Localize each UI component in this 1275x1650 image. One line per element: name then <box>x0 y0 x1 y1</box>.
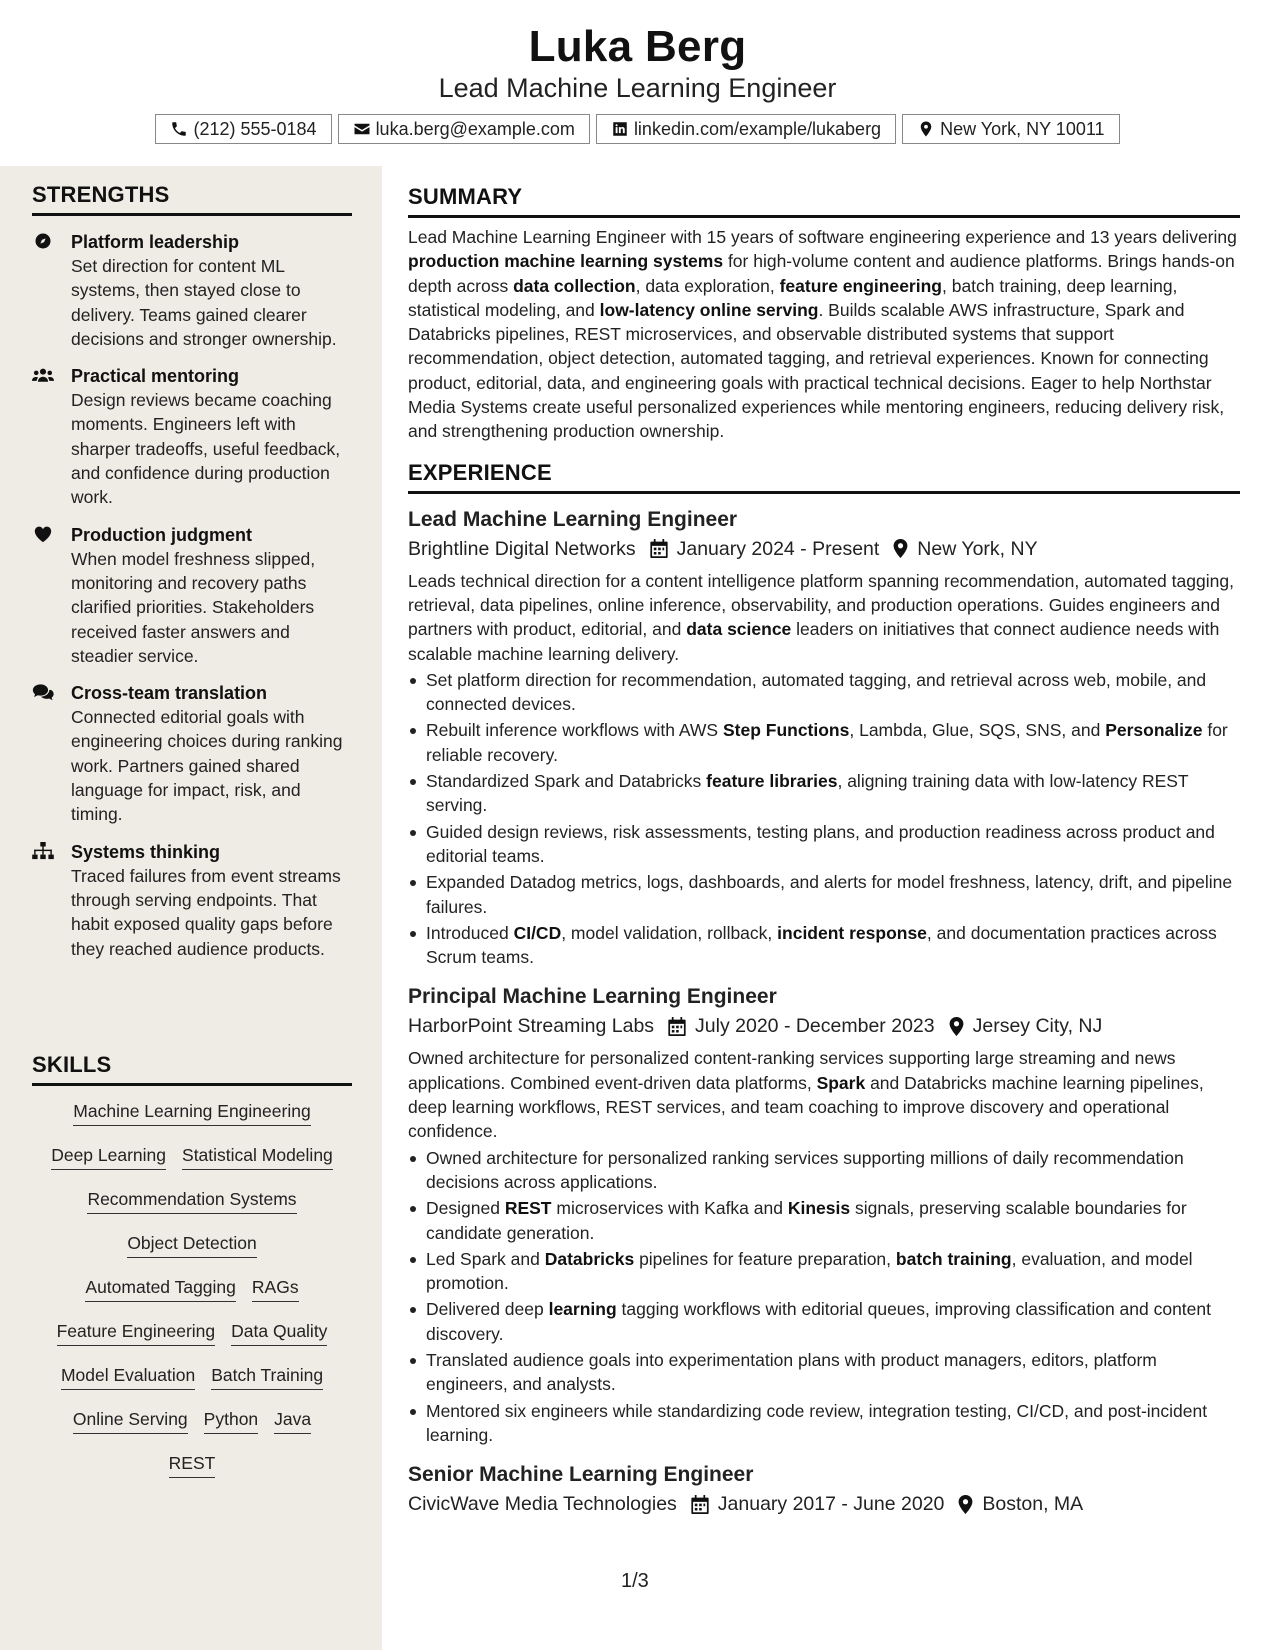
skill-row <box>32 1276 352 1302</box>
strength-item <box>32 523 352 668</box>
strength-title: Production judgment <box>71 524 252 545</box>
contact-location <box>902 114 1119 144</box>
job-meta <box>408 534 1240 564</box>
summary-heading: SUMMARY <box>408 184 1240 218</box>
text-run: Translated audience goals into experimentation plans with product managers, editors, platform engineers, and analysts. <box>426 1349 1157 1395</box>
text-run: Designed <box>426 1198 505 1219</box>
bold-text: Personalize <box>1105 720 1203 741</box>
skill-tag: Python <box>204 1408 258 1434</box>
strength-title: Cross-team translation <box>71 683 268 704</box>
compass-icon <box>32 232 54 250</box>
linkedin-icon <box>611 120 629 138</box>
text-run: Set platform direction for recommendation, automated tagging, and retrieval across web, mobile, and connected devices. <box>426 669 1207 715</box>
text-run: Standardized Spark and Databricks <box>426 771 707 792</box>
map-pin-icon <box>917 120 935 138</box>
strength-body: Traced failures from event streams through serving endpoints. That habit exposed quality gaps before they reached audience products. <box>71 865 341 959</box>
bullet-item <box>408 820 1240 869</box>
map-pin-icon <box>958 1495 973 1514</box>
job-title: Senior Machine Learning Engineer <box>408 1463 754 1487</box>
strength-title: Platform leadership <box>71 232 240 252</box>
contact-linkedin[interactable] <box>596 114 896 144</box>
skill-row <box>32 1320 352 1346</box>
bullet-item <box>408 1348 1240 1397</box>
experience-section <box>408 460 1240 1520</box>
text-run: . Builds scalable AWS infrastructure, Spark and Databricks pipelines, REST microservices, and observable distributed systems that support recommendation, object detection, automated tagging, and retrieval experiences. Known for connecting product, editorial, data, and engineering goals with practical technical decisions. Eager to help Northstar Media Systems create useful personalized experiences while mentoring engineers, reducing delivery risk, and strengthening production ownership. <box>408 299 1225 442</box>
job-title: Lead Machine Learning Engineer <box>408 507 738 531</box>
job-description <box>408 569 1240 666</box>
bullet-item <box>408 921 1240 970</box>
bold-text: feature libraries <box>706 771 838 792</box>
skill-tag: REST <box>169 1452 216 1478</box>
text-run: Expanded Datadog metrics, logs, dashboards, and alerts for model freshness, latency, drift, and pipeline failures. <box>426 872 1233 917</box>
page-number: 1/3 <box>621 1570 649 1592</box>
bullet-item <box>408 668 1240 717</box>
bold-text: incident response <box>777 922 927 943</box>
job-description <box>408 1046 1240 1143</box>
skill-tag: Online Serving <box>73 1408 188 1434</box>
text-run: , and documentation practices across Scrum teams. <box>426 922 1217 968</box>
skill-row <box>32 1232 352 1258</box>
text-run: Rebuilt inference workflows with AWS <box>426 720 723 741</box>
bold-text: production machine learning systems <box>408 251 724 272</box>
bold-text: feature engineering <box>779 275 942 296</box>
summary-section <box>408 184 1240 444</box>
sidebar <box>0 166 382 1650</box>
strength-item <box>32 840 352 961</box>
bold-text: data science <box>686 619 792 640</box>
job-list <box>408 506 1240 1520</box>
contact-email-text: luka.berg@example.com <box>375 118 575 139</box>
skill-row <box>32 1452 352 1478</box>
text-run: pipelines for feature preparation, <box>634 1248 896 1269</box>
job-dates: July 2020 - December 2023 <box>695 1015 935 1038</box>
skill-tag: Deep Learning <box>51 1144 166 1170</box>
skills-heading: SKILLS <box>32 1052 352 1086</box>
skill-tag: RAGs <box>252 1276 299 1302</box>
bullet-item <box>408 1196 1240 1245</box>
strength-body: When model freshness slipped, monitoring and recovery paths clarified priorities. Stakeholders received faster answers and steadier service. <box>71 548 316 666</box>
contact-phone[interactable] <box>155 114 331 144</box>
job-dates: January 2017 - June 2020 <box>717 1493 945 1516</box>
calendar-icon <box>668 1017 686 1036</box>
users-icon <box>32 366 54 384</box>
bold-text: batch training <box>895 1248 1012 1269</box>
bold-text: learning <box>548 1299 617 1320</box>
text-run: , model validation, rollback, <box>561 922 778 943</box>
job-dates: January 2024 - Present <box>676 537 880 560</box>
skill-tag: Data Quality <box>231 1320 327 1346</box>
job-entry <box>408 1461 1240 1519</box>
skill-row <box>32 1100 352 1126</box>
text-run: , batch training, deep learning, statistical modeling, and <box>408 275 1178 320</box>
text-run: Leads technical direction for a content intelligence platform spanning recommendation, automated tagging, retrieval, data pipelines, online inference, observability, and production operations. Guides engineers and partners with product, editorial, and <box>408 570 1234 640</box>
strengths-section <box>32 182 352 961</box>
job-entry <box>408 983 1240 1447</box>
text-run: and Databricks machine learning pipelines, deep learning workflows, REST services, and team coaching to improve discovery and operational confidence. <box>408 1072 1204 1142</box>
skill-tag: Automated Tagging <box>85 1276 236 1302</box>
skill-tag: Java <box>274 1408 311 1434</box>
bullet-item <box>408 1247 1240 1296</box>
candidate-title: Lead Machine Learning Engineer <box>438 73 837 103</box>
text-run: Mentored six engineers while standardizing code review, integration testing, CI/CD, and post-incident learning. <box>426 1400 1208 1445</box>
job-location: Boston, MA <box>982 1493 1084 1516</box>
bullet-item <box>408 718 1240 767</box>
text-run: Led Spark and <box>426 1248 545 1269</box>
skill-row <box>32 1188 352 1214</box>
skill-row <box>32 1144 352 1170</box>
bold-text: Kinesis <box>787 1198 851 1219</box>
skills-section <box>32 1052 352 1496</box>
job-company: Brightline Digital Networks <box>408 537 636 560</box>
bold-text: Step Functions <box>722 720 850 741</box>
bold-text: Databricks <box>544 1248 635 1269</box>
skill-tag: Feature Engineering <box>57 1320 216 1346</box>
strength-item <box>32 230 352 351</box>
bold-text: low-latency online serving <box>599 299 819 320</box>
text-run: for high-volume content and audience platforms. Brings hands-on depth across <box>408 251 1235 296</box>
candidate-name: Luka Berg <box>528 22 747 71</box>
bold-text: CI/CD <box>513 922 562 943</box>
strength-title: Systems thinking <box>71 841 221 862</box>
text-run: Introduced <box>426 922 514 943</box>
experience-heading: EXPERIENCE <box>408 460 1240 494</box>
map-pin-icon <box>893 539 908 558</box>
strength-body: Connected editorial goals with engineering choices during ranking work. Partners gained shared language for impact, risk, and timing. <box>71 707 343 825</box>
map-pin-icon <box>949 1017 964 1036</box>
text-run: Guided design reviews, risk assessments, testing plans, and production readiness across product and editorial teams. <box>426 821 1215 866</box>
text-run: signals, preserving scalable boundaries for candidate generation. <box>426 1198 1187 1243</box>
sitemap-icon <box>32 842 54 860</box>
text-run: Owned architecture for personalized ranking services supporting millions of daily recommendation decisions across applications. <box>426 1147 1184 1192</box>
bullet-item <box>408 1399 1240 1448</box>
bullet-item <box>408 1297 1240 1346</box>
contact-linkedin-text: linkedin.com/example/lukaberg <box>633 118 882 139</box>
heart-icon <box>32 525 54 543</box>
job-entry <box>408 506 1240 970</box>
text-run: tagging workflows with editorial queues, improving classification and content discovery. <box>426 1299 1211 1344</box>
job-title: Principal Machine Learning Engineer <box>408 985 777 1009</box>
job-location: Jersey City, NJ <box>972 1015 1103 1038</box>
text-run: for reliable recovery. <box>426 720 1228 765</box>
text-run: , Lambda, Glue, SQS, SNS, and <box>849 720 1106 741</box>
strength-item <box>32 364 352 509</box>
text-run: Owned architecture for personalized content-ranking services supporting large streaming and news applications. Combined event-driven data platforms, <box>408 1048 1176 1093</box>
skill-tag: Statistical Modeling <box>182 1144 333 1170</box>
text-run: , data exploration, <box>635 275 780 296</box>
skills-list <box>32 1100 352 1478</box>
job-company: HarborPoint Streaming Labs <box>408 1015 655 1038</box>
text-run: Lead Machine Learning Engineer with 15 years of software engineering experience and 13 years delivering <box>408 227 1237 247</box>
summary-text <box>408 225 1240 444</box>
strength-item <box>32 681 352 826</box>
envelope-icon <box>353 120 371 138</box>
skill-row <box>32 1408 352 1434</box>
skill-tag: Machine Learning Engineering <box>73 1100 310 1126</box>
text-run: Delivered deep <box>426 1299 549 1320</box>
job-meta <box>408 1489 1240 1519</box>
calendar-icon <box>650 539 668 558</box>
strength-body: Set direction for content ML systems, then stayed close to delivery. Teams gained clearer decisions and stronger ownership. <box>71 256 337 349</box>
job-bullets <box>408 1146 1240 1448</box>
bullet-item <box>408 1146 1240 1195</box>
bold-text: Spark <box>816 1072 866 1093</box>
contact-phone-text: (212) 555-0184 <box>193 118 317 139</box>
text-run: , evaluation, and model promotion. <box>426 1248 1193 1294</box>
resume-header <box>0 0 1275 166</box>
strength-body: Design reviews became coaching moments. Engineers left with sharper tradeoffs, useful feedback, and confidence during production work. <box>71 390 341 508</box>
main-column <box>408 166 1240 1519</box>
contact-email[interactable] <box>338 114 590 144</box>
contact-location-text: New York, NY 10011 <box>940 118 1105 139</box>
strength-title: Practical mentoring <box>71 366 240 387</box>
contact-bar <box>0 114 1275 144</box>
skill-tag: Recommendation Systems <box>87 1188 296 1214</box>
job-bullets <box>408 668 1240 970</box>
job-company: CivicWave Media Technologies <box>408 1493 677 1516</box>
calendar-icon <box>691 1495 709 1514</box>
job-meta <box>408 1011 1240 1041</box>
bullet-item <box>408 769 1240 818</box>
text-run: leaders on initiatives that connect audience needs with scalable machine learning delivery. <box>408 619 1220 664</box>
phone-icon <box>170 120 188 138</box>
comments-icon <box>32 683 54 701</box>
skill-tag: Object Detection <box>127 1232 256 1258</box>
skill-tag: Model Evaluation <box>61 1364 195 1390</box>
skill-row <box>32 1364 352 1390</box>
bold-text: REST <box>504 1198 552 1219</box>
skill-tag: Batch Training <box>211 1364 323 1390</box>
strengths-heading: STRENGTHS <box>32 182 352 216</box>
text-run: microservices with Kafka and <box>551 1198 788 1219</box>
job-location: New York, NY <box>917 537 1038 560</box>
text-run: , aligning training data with low-latency REST serving. <box>426 771 1189 816</box>
bullet-item <box>408 870 1240 919</box>
bold-text: data collection <box>513 275 636 296</box>
